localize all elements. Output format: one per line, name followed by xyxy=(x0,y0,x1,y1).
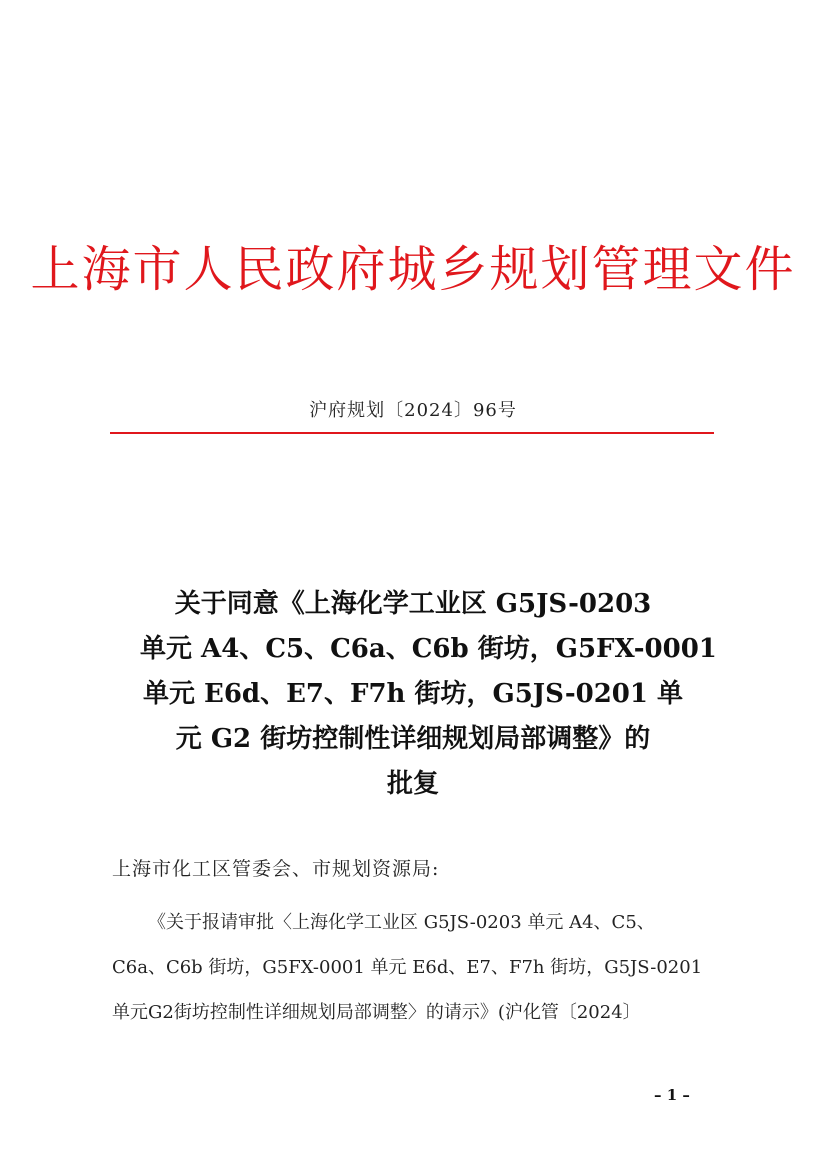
masthead-title: 上海市人民政府城乡规划管理文件 xyxy=(30,241,796,298)
red-divider-line xyxy=(110,432,714,434)
title-line: 单元 E6d、E7、F7h 街坊，G5JS-0201 单 xyxy=(142,679,684,709)
document-number: 沪府规划〔2024〕96号 xyxy=(309,400,517,421)
body-line: 单元G2街坊控制性详细规划局部调整〉的请示》(沪化管〔2024〕 xyxy=(112,1002,641,1023)
document-title xyxy=(140,582,717,807)
addressee: 上海市化工区管委会、市规划资源局: xyxy=(112,858,440,880)
page-number: – 1 – xyxy=(654,1086,690,1104)
body-line: C6a、C6b 街坊，G5FX-0001 单元 E6d、E7、F7h 街坊，G5JS-0201 xyxy=(112,957,703,978)
body-paragraph xyxy=(112,900,716,1035)
body-line: 《关于报请审批〈上海化学工业区 G5JS-0203 单元 A4、C5、 xyxy=(148,912,655,933)
title-line: 批复 xyxy=(386,769,439,799)
title-line: 元 G2 街坊控制性详细规划局部调整》的 xyxy=(175,724,651,754)
title-line: 关于同意《上海化学工业区 G5JS-0203 xyxy=(174,589,652,619)
title-line: 单元 A4、C5、C6a、C6b 街坊，G5FX-0001 xyxy=(140,634,717,664)
